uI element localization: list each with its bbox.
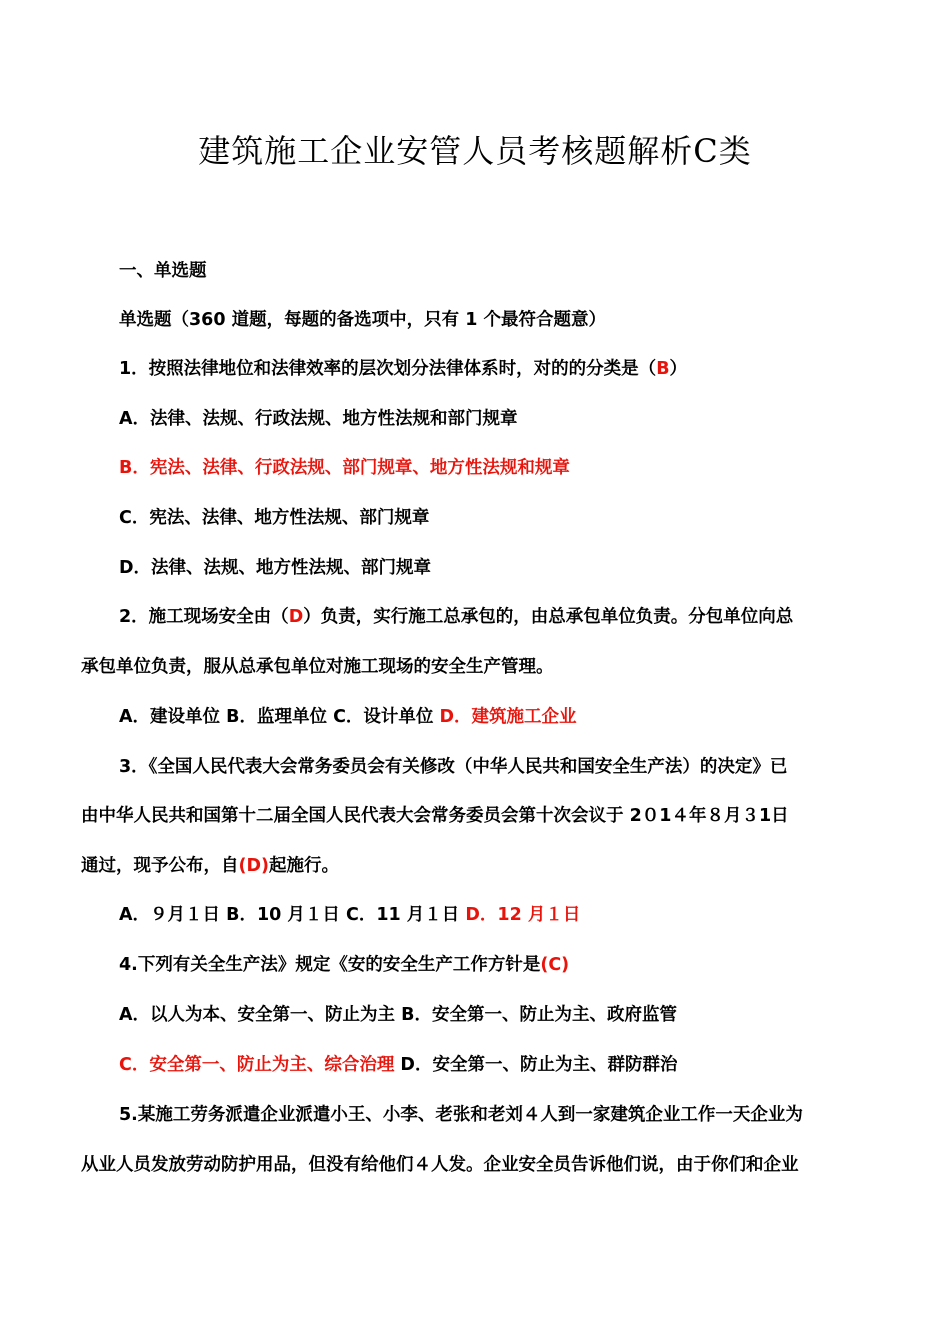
question-3-options-plain: A．９月１日 B．10 月１日 C．11 月１日 — [119, 905, 466, 925]
question-3-answer: (D) — [238, 856, 270, 876]
question-2-stem — [119, 605, 793, 629]
question-2-option-correct: D．建筑施工企业 — [439, 707, 577, 727]
question-4-options-ab: A．以人为本、安全第一、防止为主 B．安全第一、防止为主、政府监管 — [119, 1005, 677, 1025]
page-title: 建筑施工企业安管人员考核题解析C类 — [198, 132, 752, 170]
question-3-option-correct: D．12 月１日 — [465, 905, 581, 925]
question-2-stem-start: 2．施工现场安全由（ — [119, 607, 289, 627]
question-3-line3-end: 起施行。 — [269, 856, 340, 876]
question-3-line1: 3．《全国人民代表大会常务委员会有关修改（中华人民共和国安全生产法）的决定》已 — [119, 757, 788, 777]
question-1-option-d: D．法律、法规、地方性法规、部门规章 — [119, 558, 432, 578]
question-2-options-plain: A．建设单位 B．监理单位 C．设计单位 — [119, 707, 440, 727]
question-4-stem — [119, 953, 569, 977]
question-1-option-b-correct: B．宪法、法律、行政法规、部门规章、地方性法规和规章 — [119, 458, 570, 478]
question-1-option-c: C．宪法、法律、地方性法规、部门规章 — [119, 508, 430, 528]
question-4-option-correct: C．安全第一、防止为主、综合治理 — [119, 1055, 395, 1075]
question-3-line3-start: 通过，现予公布，自 — [81, 856, 239, 876]
question-4-answer: (C) — [540, 955, 570, 975]
question-3-line2: 由中华人民共和国第十二届全国人民代表大会常务委员会第十次会议于 2０1４年８月３1日 — [81, 806, 789, 826]
question-4-options-cd — [119, 1053, 677, 1077]
question-5-line2: 从业人员发放劳动防护用品，但没有给他们４人发。企业安全员告诉他们说，由于你们和企业 — [81, 1155, 799, 1175]
question-2-answer: D — [288, 607, 304, 627]
question-4-option-d: D．安全第一、防止为主、群防群治 — [394, 1055, 678, 1075]
question-1-option-a: A．法律、法规、行政法规、地方性法规和部门规章 — [119, 409, 518, 429]
question-5-line1: 5.某施工劳务派遣企业派遣小王、小李、老张和老刘４人到一家建筑企业工作一天企业为 — [119, 1105, 803, 1125]
question-2-stem-line2: 承包单位负责，服从总承包单位对施工现场的安全生产管理。 — [81, 657, 554, 677]
question-1-stem-text: 1．按照法律地位和法律效率的层次划分法律体系时，对的的分类是（ — [119, 359, 657, 379]
question-1-stem-end: ） — [669, 359, 688, 379]
question-2-stem-mid: ）负责，实行施工总承包的，由总承包单位负责。分包单位向总 — [303, 607, 794, 627]
question-1-stem — [119, 357, 687, 381]
question-1-answer: B — [656, 359, 670, 379]
section-intro: 单选题（360 道题，每题的备选项中，只有 1 个最符合题意） — [119, 310, 606, 330]
section-heading: 一、单选题 — [119, 261, 207, 281]
question-3-line3 — [81, 854, 339, 878]
question-4-stem-text: 4.下列有关全生产法》规定《安的安全生产工作方针是 — [119, 955, 541, 975]
question-3-options — [119, 903, 580, 927]
question-2-options — [119, 705, 577, 729]
